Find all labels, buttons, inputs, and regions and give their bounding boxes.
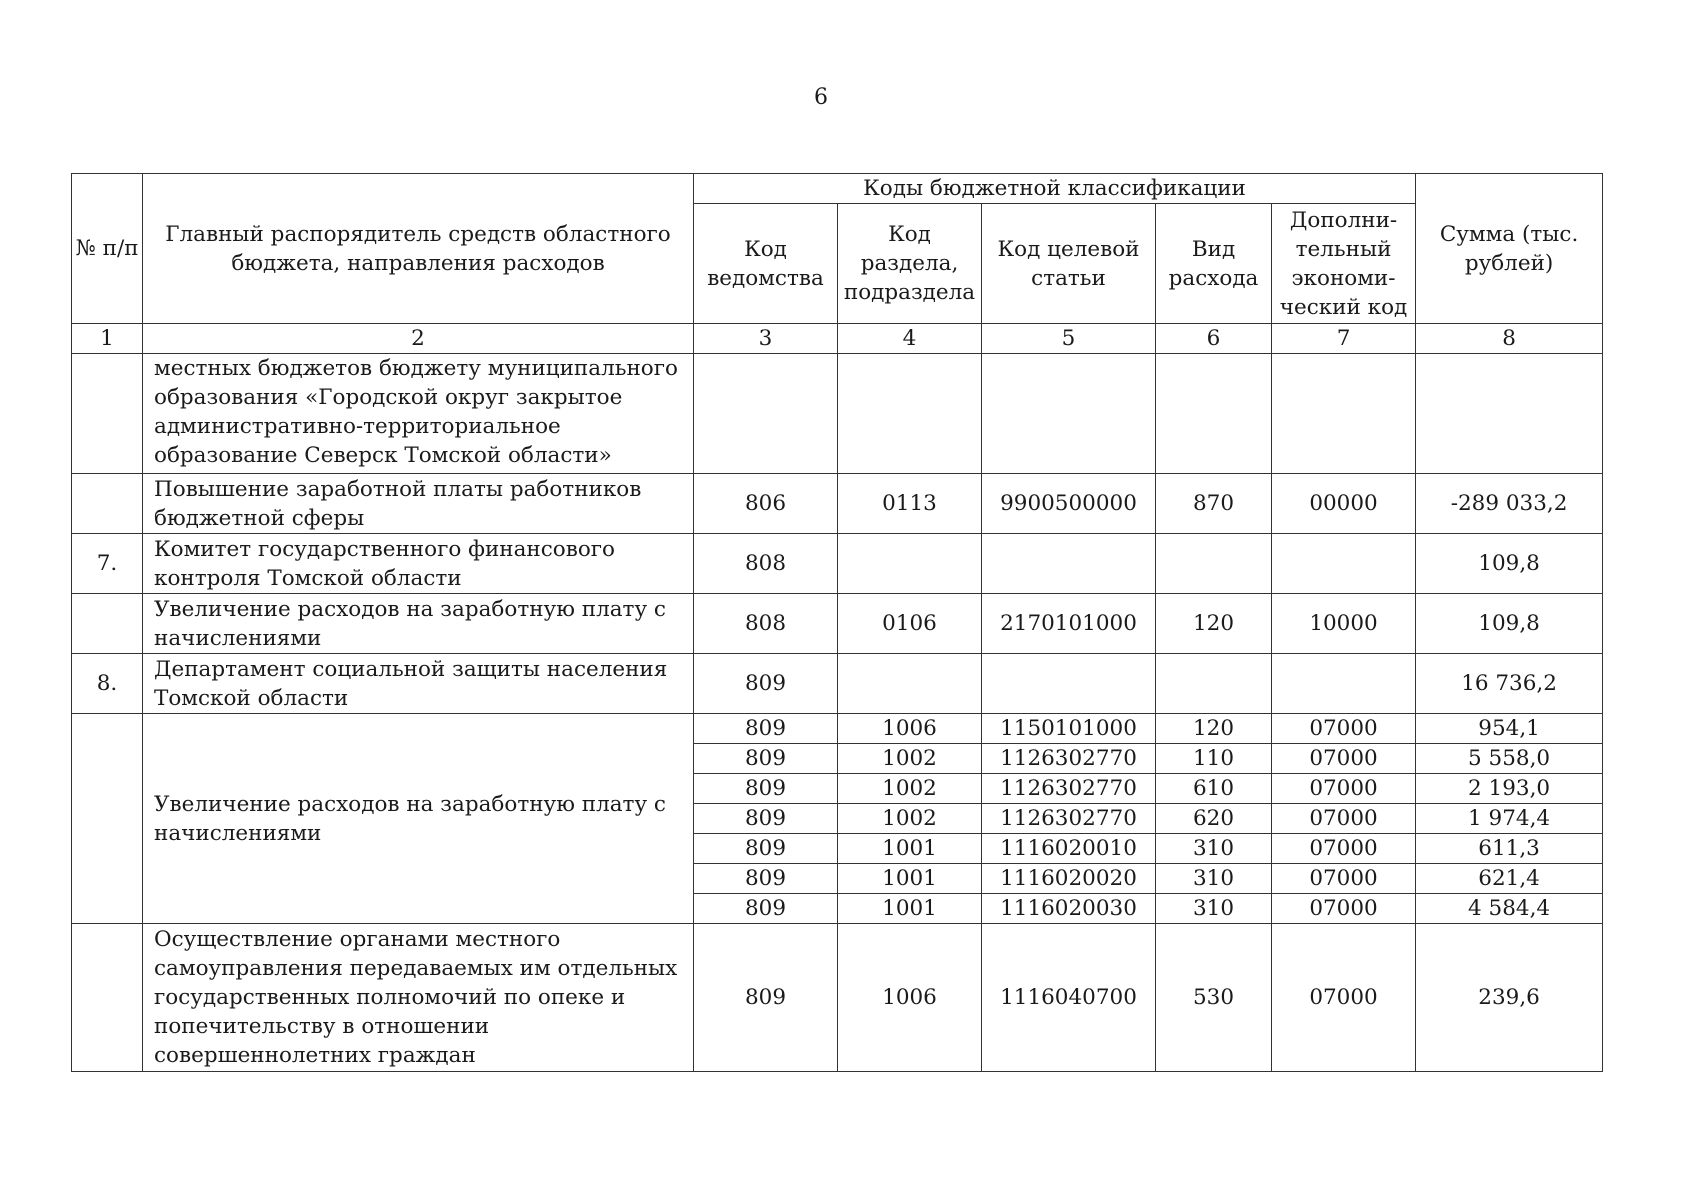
row-num: 7. [72, 534, 143, 594]
row-dop: 07000 [1272, 744, 1416, 774]
row-vid: 530 [1156, 924, 1272, 1072]
row-dop: 07000 [1272, 804, 1416, 834]
row-name: Повышение заработной платы работников бюджетной сферы [143, 474, 694, 534]
header-dop: Дополни-тельный экономи-ческий код [1272, 204, 1416, 324]
row-sum: 954,1 [1416, 714, 1603, 744]
column-number: 8 [1416, 324, 1603, 354]
row-sum: 5 558,0 [1416, 744, 1603, 774]
row-dop: 07000 [1272, 834, 1416, 864]
row-razdel: 1006 [838, 714, 982, 744]
row-dop: 00000 [1272, 474, 1416, 534]
row-razdel: 1006 [838, 924, 982, 1072]
row-vid: 610 [1156, 774, 1272, 804]
row-name: Осуществление органами местного самоуправления передаваемых им отдельных государственных полномочий по опеке и попечительству в отношении совершеннолетних граждан [143, 924, 694, 1072]
row-vedomstvo [694, 354, 838, 474]
row-dop: 07000 [1272, 894, 1416, 924]
row-name: Департамент социальной защиты населения Томской области [143, 654, 694, 714]
column-number: 4 [838, 324, 982, 354]
column-number: 3 [694, 324, 838, 354]
header-tselevaya: Код целевой статьи [982, 204, 1156, 324]
row-razdel: 1002 [838, 744, 982, 774]
row-razdel: 0106 [838, 594, 982, 654]
row-num [72, 474, 143, 534]
row-vedomstvo: 809 [694, 744, 838, 774]
row-tselevaya [982, 534, 1156, 594]
row-razdel [838, 654, 982, 714]
row-tselevaya: 2170101000 [982, 594, 1156, 654]
header-num: № п/п [72, 174, 143, 324]
row-tselevaya: 1116020010 [982, 834, 1156, 864]
row-vedomstvo: 806 [694, 474, 838, 534]
header-codes-group: Коды бюджетной классификации [694, 174, 1416, 204]
row-num [72, 924, 143, 1072]
column-number: 7 [1272, 324, 1416, 354]
column-number: 6 [1156, 324, 1272, 354]
column-number: 1 [72, 324, 143, 354]
header-sum: Сумма (тыс. рублей) [1416, 174, 1603, 324]
header-razdel: Код раздела, подраздела [838, 204, 982, 324]
table-row [72, 714, 1603, 744]
row-tselevaya: 1126302770 [982, 744, 1156, 774]
row-dop: 07000 [1272, 714, 1416, 744]
row-razdel: 1001 [838, 864, 982, 894]
row-vid: 120 [1156, 594, 1272, 654]
row-razdel [838, 354, 982, 474]
row-vedomstvo: 809 [694, 804, 838, 834]
row-tselevaya [982, 654, 1156, 714]
header-vedomstvo: Код ведомства [694, 204, 838, 324]
row-dop: 10000 [1272, 594, 1416, 654]
row-sum: 4 584,4 [1416, 894, 1603, 924]
row-tselevaya: 1116020030 [982, 894, 1156, 924]
row-sum: 621,4 [1416, 864, 1603, 894]
column-number: 5 [982, 324, 1156, 354]
row-razdel: 1001 [838, 834, 982, 864]
row-vid [1156, 354, 1272, 474]
row-tselevaya: 1126302770 [982, 804, 1156, 834]
table-row [72, 534, 1603, 594]
row-vedomstvo: 809 [694, 834, 838, 864]
row-vid: 310 [1156, 864, 1272, 894]
row-tselevaya: 1116040700 [982, 924, 1156, 1072]
row-tselevaya: 9900500000 [982, 474, 1156, 534]
page-number: 6 [814, 85, 828, 110]
row-tselevaya: 1126302770 [982, 774, 1156, 804]
row-dop: 07000 [1272, 864, 1416, 894]
row-vedomstvo: 809 [694, 714, 838, 744]
row-sum: 2 193,0 [1416, 774, 1603, 804]
row-vid: 310 [1156, 834, 1272, 864]
row-vid [1156, 534, 1272, 594]
row-num [72, 714, 143, 924]
row-sum: -289 033,2 [1416, 474, 1603, 534]
row-razdel: 1001 [838, 894, 982, 924]
table-row [72, 474, 1603, 534]
row-razdel: 1002 [838, 804, 982, 834]
row-sum: 611,3 [1416, 834, 1603, 864]
header-main: Главный распорядитель средств областного бюджета, направления расходов [143, 174, 694, 324]
row-vid: 310 [1156, 894, 1272, 924]
row-name: Комитет государственного финансового контроля Томской области [143, 534, 694, 594]
row-num [72, 354, 143, 474]
row-dop [1272, 534, 1416, 594]
row-vedomstvo: 809 [694, 894, 838, 924]
row-dop: 07000 [1272, 774, 1416, 804]
table-row [72, 654, 1603, 714]
table-row [72, 354, 1603, 474]
budget-table [71, 173, 1603, 1072]
row-vedomstvo: 809 [694, 774, 838, 804]
row-dop [1272, 354, 1416, 474]
row-vedomstvo: 809 [694, 654, 838, 714]
row-vedomstvo: 809 [694, 864, 838, 894]
row-sum: 16 736,2 [1416, 654, 1603, 714]
row-name: местных бюджетов бюджету муниципального образования «Городской округ закрытое административно-территориальное образование Северск Томской области» [143, 354, 694, 474]
table-row [72, 924, 1603, 1072]
row-sum: 109,8 [1416, 594, 1603, 654]
row-tselevaya [982, 354, 1156, 474]
row-num: 8. [72, 654, 143, 714]
row-vid: 110 [1156, 744, 1272, 774]
row-vid: 870 [1156, 474, 1272, 534]
row-sum: 239,6 [1416, 924, 1603, 1072]
row-num [72, 594, 143, 654]
row-razdel [838, 534, 982, 594]
row-name: Увеличение расходов на заработную плату с начислениями [143, 714, 694, 924]
row-sum: 109,8 [1416, 534, 1603, 594]
row-vid: 120 [1156, 714, 1272, 744]
row-vedomstvo: 809 [694, 924, 838, 1072]
row-razdel: 0113 [838, 474, 982, 534]
row-razdel: 1002 [838, 774, 982, 804]
row-dop [1272, 654, 1416, 714]
header-vid: Вид расхода [1156, 204, 1272, 324]
row-vid: 620 [1156, 804, 1272, 834]
row-tselevaya: 1116020020 [982, 864, 1156, 894]
row-vid [1156, 654, 1272, 714]
row-tselevaya: 1150101000 [982, 714, 1156, 744]
row-sum [1416, 354, 1603, 474]
column-numbers-row [72, 324, 1603, 354]
row-sum: 1 974,4 [1416, 804, 1603, 834]
row-name: Увеличение расходов на заработную плату с начислениями [143, 594, 694, 654]
row-vedomstvo: 808 [694, 594, 838, 654]
table-row [72, 594, 1603, 654]
row-vedomstvo: 808 [694, 534, 838, 594]
row-dop: 07000 [1272, 924, 1416, 1072]
column-number: 2 [143, 324, 694, 354]
